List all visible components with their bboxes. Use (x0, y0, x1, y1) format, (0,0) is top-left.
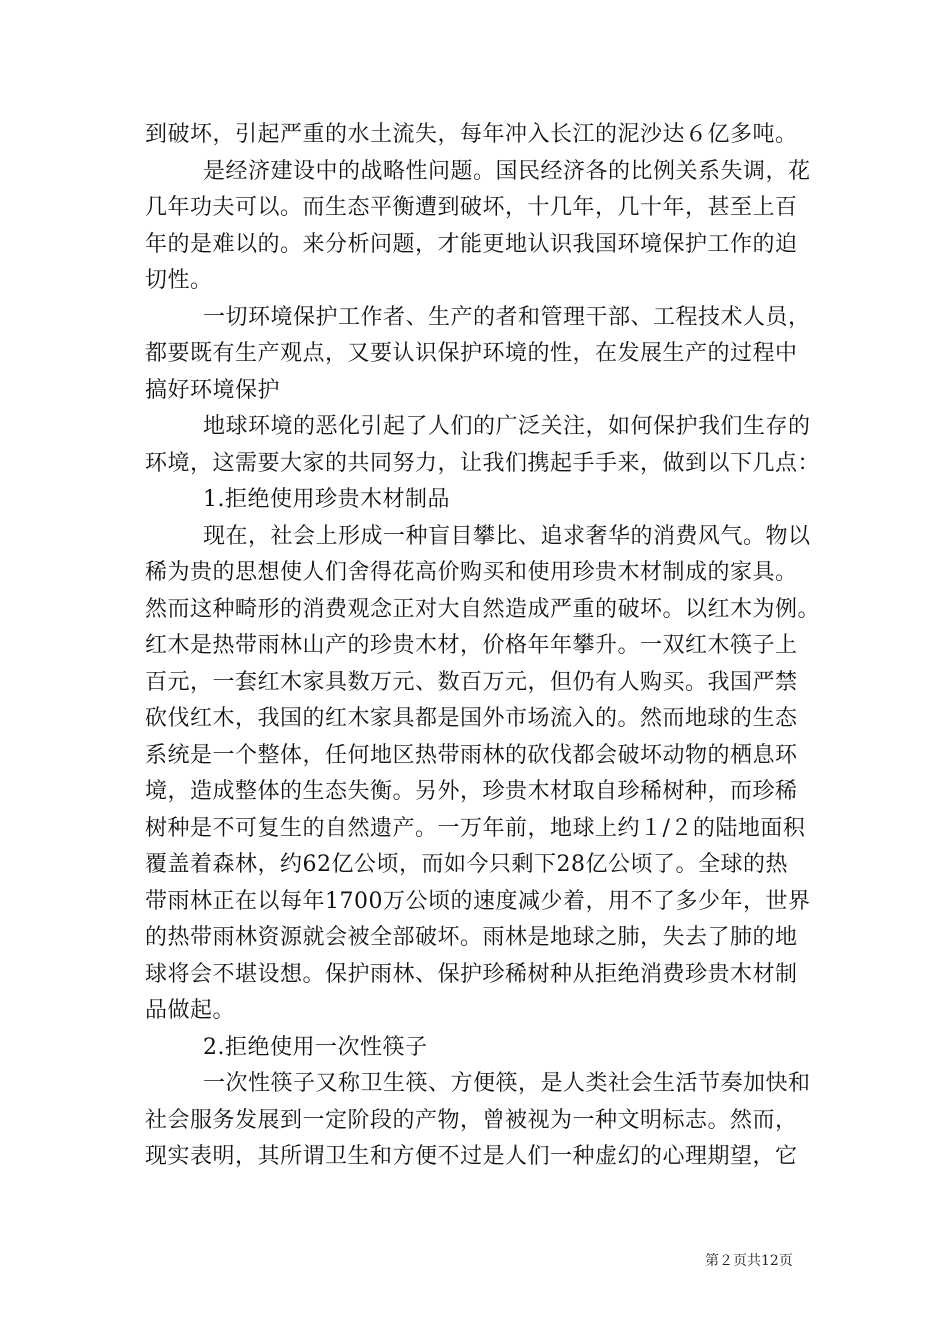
page-number: 第２页共12页 (705, 1253, 793, 1269)
text-line: 到破坏，引起严重的水土流失，每年冲入长江的泥沙达６亿多吨。 (145, 122, 798, 147)
text-line: 树种是不可复生的自然遗产。一万年前，地球上约１/２的陆地面积 (145, 815, 806, 841)
text-line: 几年功夫可以。而生态平衡遭到破坏，十几年，几十年，甚至上百 (145, 195, 798, 220)
text-line: 环境，这需要大家的共同努力，让我们携起手手来，做到以下几点： (145, 450, 821, 476)
text-line: 然而这种畸形的消费观念正对大自然造成严重的破坏。以红木为例。 (145, 596, 821, 622)
text-line: 年的是难以的。来分析问题，才能更地认识我国环境保护工作的迫 (145, 231, 798, 257)
text-line: 带雨林正在以每年1700万公顷的速度减少着，用不了多少年，世界 (145, 888, 811, 914)
text-line: 的热带雨林资源就会被全部破坏。雨林是地球之肺，失去了肺的地 (145, 925, 798, 950)
text-line: 切性。 (145, 268, 213, 293)
text-line: 一切环境保护工作者、生产的者和管理干部、工程技术人员， (203, 304, 811, 330)
text-line: 2.拒绝使用一次性筷子 (203, 1034, 428, 1060)
document-body (145, 117, 821, 1176)
text-line: 境，造成整体的生态失衡。另外，珍贵木材取自珍稀树种，而珍稀 (145, 779, 798, 804)
text-line: 地球环境的恶化引起了人们的广泛关注，如何保护我们生存的 (203, 414, 811, 439)
text-line: 是经济建设中的战略性问题。国民经济各的比例关系失调，花 (203, 158, 811, 184)
text-line: 球将会不堪设想。保护雨林、保护珍稀树种从拒绝消费珍贵木材制 (145, 961, 798, 987)
text-line: 现实表明，其所谓卫生和方便不过是人们一种虚幻的心理期望，它 (145, 1144, 798, 1169)
text-line: 品做起。 (145, 998, 236, 1023)
text-line: 1.拒绝使用珍贵木材制品 (203, 487, 450, 512)
text-line: 搞好环境保护 (145, 377, 281, 403)
text-line: 稀为贵的思想使人们舍得花高价购买和使用珍贵木材制成的家具。 (145, 560, 798, 585)
text-line: 现在，社会上形成一种盲目攀比、追求奢华的消费风气。物以 (203, 523, 811, 549)
text-line: 系统是一个整体，任何地区热带雨林的砍伐都会破坏动物的栖息环 (145, 742, 798, 768)
text-line: 覆盖着森林，约62亿公顷，而如今只剩下28亿公顷了。全球的热 (145, 852, 788, 877)
text-line: 红木是热带雨林山产的珍贵木材，价格年年攀升。一双红木筷子上 (145, 633, 798, 658)
text-line: 一次性筷子又称卫生筷、方便筷，是人类社会生活节奏加快和 (203, 1071, 811, 1096)
text-line: 社会服务发展到一定阶段的产物，曾被视为一种文明标志。然而， (145, 1107, 798, 1133)
text-line: 都要既有生产观点，又要认识保护环境的性，在发展生产的过程中 (145, 341, 798, 366)
text-line: 砍伐红木，我国的红木家具都是国外市场流入的。然而地球的生态 (145, 706, 798, 731)
text-line: 百元，一套红木家具数万元、数百万元，但仍有人购买。我国严禁 (145, 669, 798, 695)
